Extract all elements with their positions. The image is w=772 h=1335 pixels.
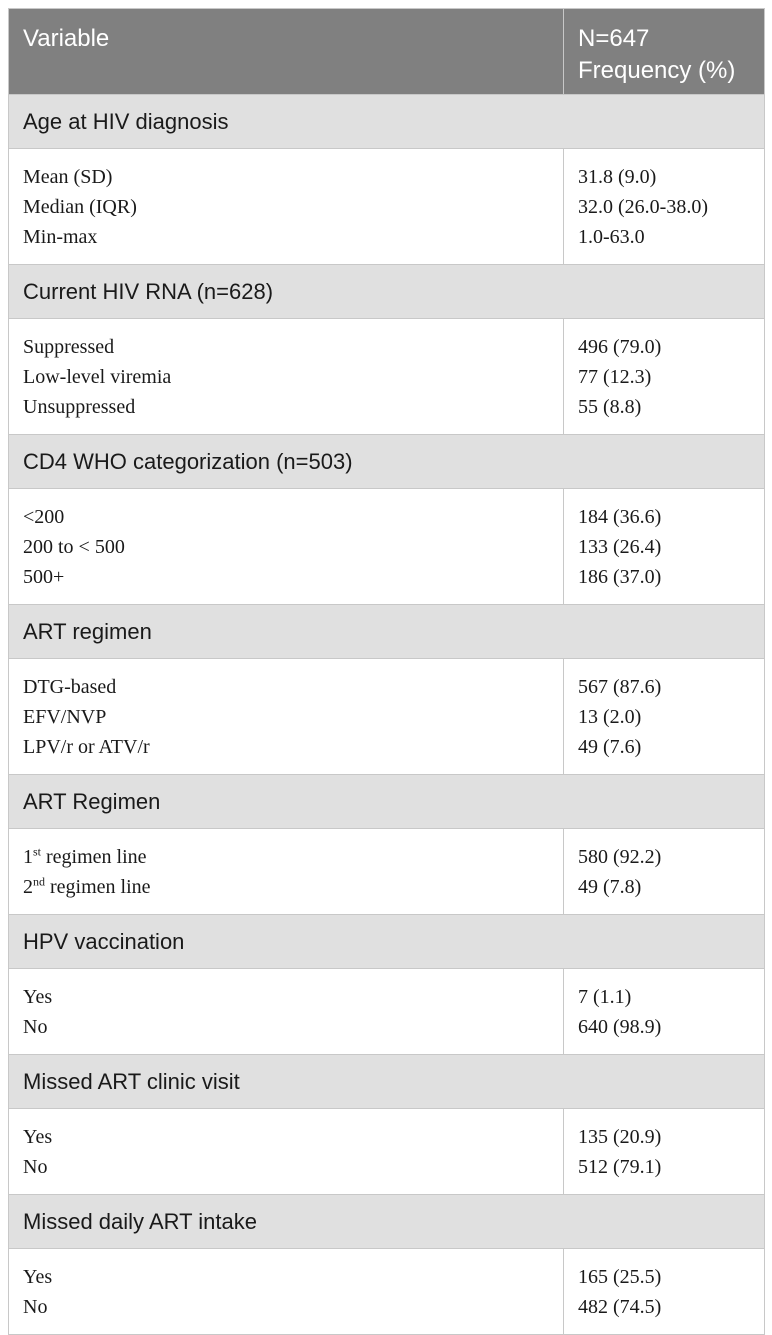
- characteristics-table: [8, 8, 765, 1335]
- labels-cell: [9, 969, 564, 1055]
- row-value: 49 (7.8): [578, 876, 642, 898]
- ordinal-rest: regimen line: [45, 876, 151, 898]
- values-cell: [564, 1249, 765, 1335]
- header-variable-label: Variable: [23, 25, 110, 52]
- row-value: 7 (1.1): [578, 986, 632, 1008]
- row-label: EFV/NVP: [23, 706, 107, 728]
- row-label: Yes: [23, 986, 53, 1008]
- table-row: [9, 489, 765, 605]
- table-row: [9, 969, 765, 1055]
- table-row: [9, 659, 765, 775]
- values-cell: [564, 829, 765, 915]
- row-value: 1.0-63.0: [578, 226, 645, 248]
- row-label: Min-max: [23, 226, 98, 248]
- row-label: Unsuppressed: [23, 396, 136, 418]
- section-header-row: [9, 1195, 765, 1249]
- section-title: HPV vaccination: [9, 915, 765, 969]
- table-row: [9, 1249, 765, 1335]
- row-value: 49 (7.6): [578, 736, 642, 758]
- row-value: 13 (2.0): [578, 706, 642, 728]
- row-label: Low-level viremia: [23, 366, 172, 388]
- row-value: 32.0 (26.0-38.0): [578, 196, 708, 218]
- ordinal-number: 1: [23, 846, 33, 868]
- row-label: [23, 842, 549, 872]
- section-title: Current HIV RNA (n=628): [9, 265, 765, 319]
- labels-cell: [9, 489, 564, 605]
- values-cell: [564, 319, 765, 435]
- header-frequency: [564, 9, 765, 95]
- section-header-row: [9, 775, 765, 829]
- row-label: No: [23, 1156, 48, 1178]
- row-label: [23, 872, 549, 902]
- row-label: Yes: [23, 1266, 53, 1288]
- header-frequency-label: Frequency (%): [578, 57, 736, 84]
- labels-cell: [9, 1109, 564, 1195]
- section-header-row: [9, 95, 765, 149]
- section-header-row: [9, 265, 765, 319]
- row-label: 500+: [23, 566, 65, 588]
- section-title: Missed daily ART intake: [9, 1195, 765, 1249]
- row-label: LPV/r or ATV/r: [23, 736, 150, 758]
- section-title: Age at HIV diagnosis: [9, 95, 765, 149]
- row-label: Yes: [23, 1126, 53, 1148]
- table-row: [9, 319, 765, 435]
- row-label: No: [23, 1016, 48, 1038]
- row-value: 640 (98.9): [578, 1016, 662, 1038]
- ordinal-suffix: st: [33, 844, 42, 859]
- header-n-label: N=647: [578, 25, 650, 52]
- values-cell: [564, 149, 765, 265]
- row-value: 482 (74.5): [578, 1296, 662, 1318]
- section-header-row: [9, 605, 765, 659]
- row-label: 200 to < 500: [23, 536, 125, 558]
- table-row: [9, 1109, 765, 1195]
- row-value: 77 (12.3): [578, 366, 652, 388]
- ordinal-suffix: nd: [33, 874, 45, 889]
- section-header-row: [9, 1055, 765, 1109]
- labels-cell: [9, 149, 564, 265]
- row-value: 567 (87.6): [578, 676, 662, 698]
- table-header-row: [9, 9, 765, 95]
- row-label: Suppressed: [23, 336, 115, 358]
- row-value: 55 (8.8): [578, 396, 642, 418]
- section-title: Missed ART clinic visit: [9, 1055, 765, 1109]
- labels-cell: [9, 1249, 564, 1335]
- section-header-row: [9, 915, 765, 969]
- section-title: CD4 WHO categorization (n=503): [9, 435, 765, 489]
- values-cell: [564, 659, 765, 775]
- labels-cell: [9, 659, 564, 775]
- section-title: ART Regimen: [9, 775, 765, 829]
- table-row: [9, 149, 765, 265]
- ordinal-rest: regimen line: [41, 846, 147, 868]
- header-variable: [9, 9, 564, 95]
- ordinal-number: 2: [23, 876, 33, 898]
- row-value: 165 (25.5): [578, 1266, 662, 1288]
- row-value: 184 (36.6): [578, 506, 662, 528]
- row-label: DTG-based: [23, 676, 117, 698]
- row-value: 186 (37.0): [578, 566, 662, 588]
- section-header-row: [9, 435, 765, 489]
- row-value: 31.8 (9.0): [578, 166, 657, 188]
- values-cell: [564, 969, 765, 1055]
- row-label: No: [23, 1296, 48, 1318]
- row-value: 580 (92.2): [578, 846, 662, 868]
- values-cell: [564, 489, 765, 605]
- labels-cell: [9, 829, 564, 915]
- row-label: Mean (SD): [23, 166, 113, 188]
- values-cell: [564, 1109, 765, 1195]
- row-label: <200: [23, 506, 65, 528]
- row-value: 133 (26.4): [578, 536, 662, 558]
- row-value: 496 (79.0): [578, 336, 662, 358]
- table-row: [9, 829, 765, 915]
- row-value: 512 (79.1): [578, 1156, 662, 1178]
- row-value: 135 (20.9): [578, 1126, 662, 1148]
- labels-cell: [9, 319, 564, 435]
- row-label: Median (IQR): [23, 196, 137, 218]
- section-title: ART regimen: [9, 605, 765, 659]
